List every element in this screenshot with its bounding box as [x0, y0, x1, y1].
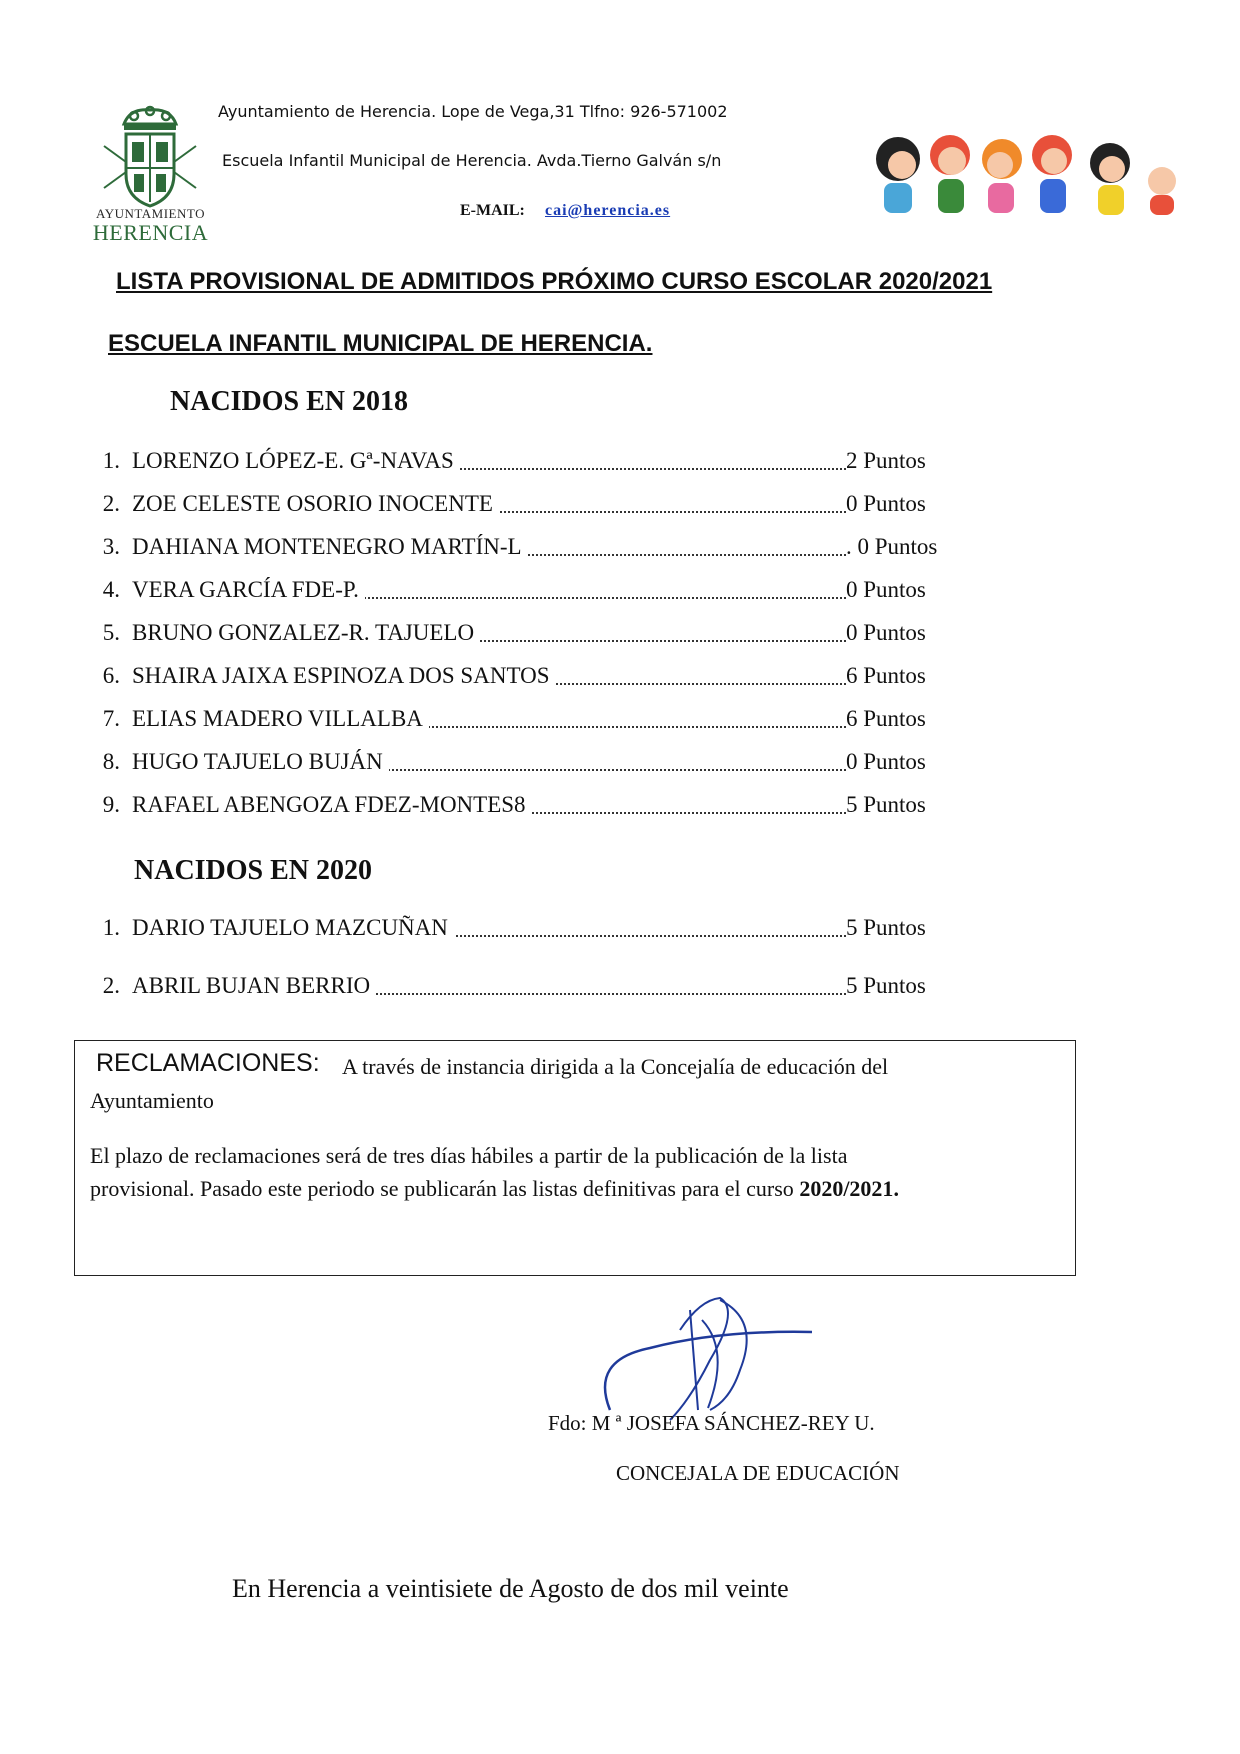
reclamaciones-text-cont: Ayuntamiento — [90, 1088, 214, 1113]
child-name: DARIO TAJUELO MAZCUÑAN — [132, 915, 454, 941]
plazo-text: provisional. Pasado este periodo se publicarán las listas definitivas para el curso — [90, 1176, 794, 1201]
plazo-text-line-1: El plazo de reclamaciones será de tres días hábiles a partir de la publicación de la lista — [90, 1143, 848, 1168]
signatory-role: CONCEJALA DE EDUCACIÓN — [616, 1461, 900, 1485]
list-item — [96, 706, 946, 736]
list-item — [96, 749, 946, 779]
reclamaciones-text: A través de instancia dirigida a la Concejalía de educación del — [342, 1054, 889, 1079]
points-value: 0 Puntos — [846, 749, 926, 774]
list-item — [96, 973, 946, 1003]
child-name: DAHIANA MONTENEGRO MARTÍN-L — [132, 534, 528, 560]
points-value: 5 Puntos — [846, 973, 926, 998]
email-link[interactable]: cai@herencia.es — [545, 202, 671, 219]
points-value: 5 Puntos — [846, 915, 926, 940]
item-number: 9. — [102, 792, 120, 817]
list-item — [96, 792, 946, 822]
child-name: RAFAEL ABENGOZA FDEZ-MONTES8 — [132, 792, 532, 818]
child-name: HUGO TAJUELO BUJÁN — [132, 749, 389, 775]
logo-caption-herencia: HERENCIA — [92, 220, 209, 245]
list-item — [96, 577, 946, 607]
list-item — [96, 448, 946, 478]
child-name: ZOE CELESTE OSORIO INOCENTE — [132, 491, 499, 517]
date-line: En Herencia a veintisiete de Agosto de dos mil veinte — [232, 1574, 789, 1603]
item-number: 3. — [102, 534, 120, 559]
child-name: ELIAS MADERO VILLALBA — [132, 706, 429, 732]
children-illustration — [866, 125, 1194, 225]
document-title: LISTA PROVISIONAL DE ADMITIDOS PRÓXIMO CURSO ESCOLAR 2020/2021 — [116, 268, 993, 295]
item-number: 2. — [102, 973, 120, 998]
section-heading-2020: NACIDOS EN 2020 — [134, 855, 373, 886]
points-value: . 0 Puntos — [846, 534, 938, 559]
list-item — [96, 534, 946, 564]
section-heading-2018: NACIDOS EN 2018 — [170, 386, 409, 417]
child-name: LORENZO LÓPEZ-E. Gª-NAVAS — [132, 448, 460, 474]
school-subtitle: ESCUELA INFANTIL MUNICIPAL DE HERENCIA. — [108, 330, 653, 357]
signatory-name: Fdo: M ª JOSEFA SÁNCHEZ-REY U. — [548, 1411, 875, 1435]
points-value: 5 Puntos — [846, 792, 926, 817]
child-name: ABRIL BUJAN BERRIO — [132, 973, 376, 999]
email-label: E-MAIL: — [460, 202, 525, 219]
list-item — [96, 620, 946, 650]
item-number: 5. — [102, 620, 120, 645]
item-number: 1. — [102, 448, 120, 473]
points-value: 0 Puntos — [846, 577, 926, 602]
item-number: 6. — [102, 663, 120, 688]
sentence-end: . — [893, 1176, 899, 1201]
points-value: 6 Puntos — [846, 706, 926, 731]
item-number: 8. — [102, 749, 120, 774]
points-value: 0 Puntos — [846, 491, 926, 516]
child-name: VERA GARCÍA FDE-P. — [132, 577, 365, 603]
logo-caption-ayuntamiento: AYUNTAMIENTO — [96, 206, 205, 221]
points-value: 2 Puntos — [846, 448, 926, 473]
item-number: 4. — [102, 577, 120, 602]
list-item — [96, 491, 946, 521]
plazo-text-line-2 — [90, 1176, 899, 1202]
item-number: 2. — [102, 491, 120, 516]
child-name: BRUNO GONZALEZ-R. TAJUELO — [132, 620, 480, 646]
points-value: 6 Puntos — [846, 663, 926, 688]
item-number: 7. — [102, 706, 120, 731]
address-line: Ayuntamiento de Herencia. Lope de Vega,31 Tlfno: 926-571002 — [218, 102, 728, 121]
points-value: 0 Puntos — [846, 620, 926, 645]
list-item — [96, 915, 946, 945]
list-item — [96, 663, 946, 693]
curso-value: 2020/2021 — [799, 1176, 894, 1201]
item-number: 1. — [102, 915, 120, 940]
child-name: SHAIRA JAIXA ESPINOZA DOS SANTOS — [132, 663, 555, 689]
reclamaciones-label: RECLAMACIONES: — [96, 1049, 320, 1077]
school-line: Escuela Infantil Municipal de Herencia. Avda.Tierno Galván s/n — [222, 151, 722, 170]
